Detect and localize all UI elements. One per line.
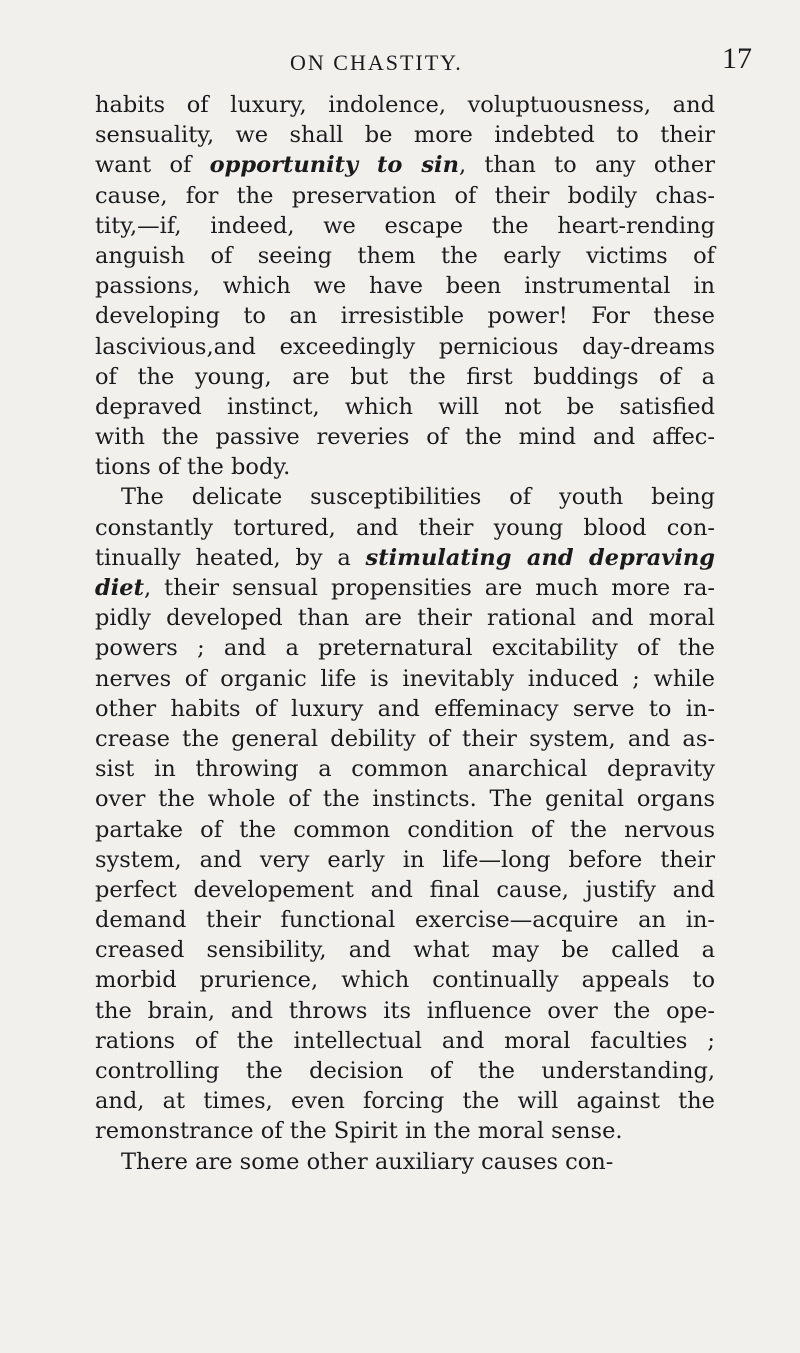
line-text: rations of the intellectual and moral faculties ; (95, 1027, 715, 1054)
text-line (95, 664, 715, 694)
line-text: morbid prurience, which continually appeals to (95, 967, 715, 994)
text-line (95, 935, 715, 965)
text-line (95, 452, 715, 482)
line-text: nerves of organic life is inevitably induced ; while (95, 665, 715, 692)
line-text: other habits of luxury and effeminacy serve to in- (95, 695, 715, 722)
text-line (95, 875, 715, 905)
line-text: The delicate susceptibilities of youth being (121, 484, 715, 511)
line-text: developing to an irresistible power! For these (95, 303, 715, 330)
text-line (95, 120, 715, 150)
line-text: passions, which we have been instrumental in (95, 273, 715, 300)
line-text: sist in throwing a common anarchical depravity (95, 756, 715, 783)
text-line (95, 482, 715, 512)
text-line (95, 150, 715, 180)
line-text: anguish of seeing them the early victims of (95, 242, 715, 269)
text-line (95, 633, 715, 663)
line-text: powers ; and a preternatural excitability of the (95, 635, 715, 662)
line-text: partake of the common condition of the nervous (95, 816, 715, 843)
text-line (95, 754, 715, 784)
text-line (95, 784, 715, 814)
emphasized-text: diet (95, 575, 144, 601)
line-text: system, and very early in life—long before their (95, 846, 715, 873)
emphasized-text: opportunity to sin (209, 152, 459, 179)
text-line (95, 513, 715, 543)
line-text: with the passive reveries of the mind and affec- (95, 424, 715, 451)
text-line (95, 1056, 715, 1086)
line-text: creased sensibility, and what may be called a (95, 937, 715, 964)
line-text: demand their functional exercise—acquire an in- (95, 907, 715, 934)
text-line (95, 422, 715, 452)
line-text: controlling the decision of the understanding, (95, 1058, 715, 1084)
line-text: pidly developed than are their rational and moral (95, 605, 715, 632)
line-text: the brain, and throws its influence over the ope- (95, 997, 715, 1024)
line-text: remonstrance of the Spirit in the moral sense. (95, 1118, 623, 1145)
line-text: constantly tortured, and their young blood con- (95, 514, 715, 541)
text-line (95, 1116, 715, 1146)
text-line (95, 392, 715, 422)
emphasized-text: stimulating and depraving (365, 544, 715, 571)
line-text: and, at times, even forcing the will against the (95, 1088, 715, 1115)
line-text: There are some other auxiliary causes con- (121, 1148, 614, 1175)
text-line (95, 90, 715, 120)
line-text: over the whole of the instincts. The genital organs (95, 786, 715, 813)
text-line (95, 181, 715, 211)
text-line (95, 241, 715, 271)
line-text: perfect developement and final cause, justify and (95, 876, 715, 903)
text-line (95, 271, 715, 301)
line-text: tions of the body. (95, 454, 291, 481)
text-line (95, 332, 715, 362)
text-line (95, 724, 715, 754)
text-line (95, 211, 715, 241)
text-line (95, 362, 715, 392)
line-text: cause, for the preservation of their bodily chas- (95, 182, 715, 209)
text-line (95, 1026, 715, 1056)
line-text: of the young, are but the first buddings of a (95, 363, 715, 390)
line-text: crease the general debility of their system, and as- (95, 725, 715, 752)
line-text: , than to any other (458, 152, 715, 179)
line-text: tity,—if, indeed, we escape the heart-rending (95, 212, 715, 239)
text-line (95, 543, 715, 573)
page-header (0, 40, 800, 80)
text-line (95, 845, 715, 875)
text-line (95, 1086, 715, 1116)
text-line (95, 1147, 715, 1177)
body-text (95, 90, 715, 1177)
running-title: ON CHASTITY. (290, 50, 463, 75)
line-text: , their sensual propensities are much more ra- (144, 575, 715, 601)
text-line (95, 965, 715, 995)
line-text: tinually heated, by a (95, 544, 366, 571)
text-line (95, 603, 715, 633)
text-line (95, 905, 715, 935)
text-line (95, 815, 715, 845)
line-text: want of (95, 152, 210, 179)
text-line (95, 573, 715, 603)
line-text: depraved instinct, which will not be satisfied (95, 393, 715, 420)
line-text: sensuality, we shall be more indebted to their (95, 122, 715, 149)
text-line (95, 996, 715, 1026)
text-line (95, 301, 715, 331)
line-text: lascivious,and exceedingly pernicious day-dreams (95, 333, 715, 360)
page-number: 17 (722, 42, 752, 75)
text-line (95, 694, 715, 724)
line-text: habits of luxury, indolence, voluptuousness, and (95, 92, 715, 118)
